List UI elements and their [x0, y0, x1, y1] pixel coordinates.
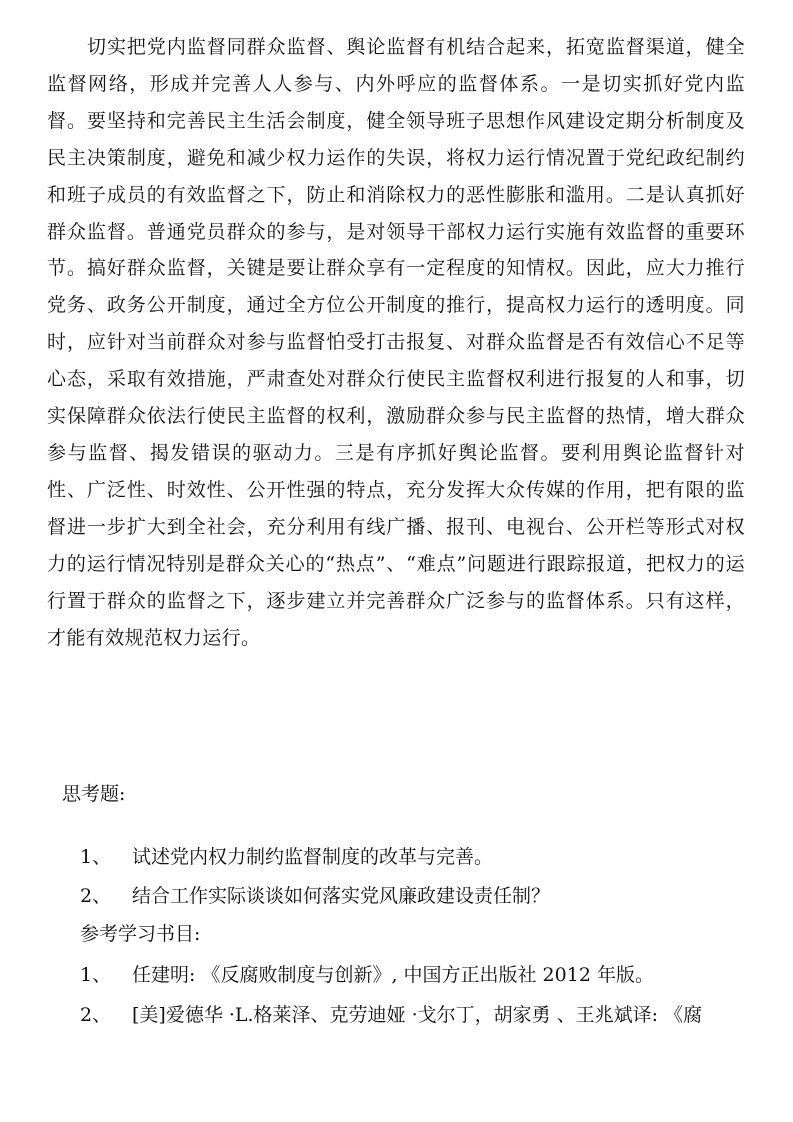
question-number: 2、: [80, 885, 112, 907]
reference-item-1: [80, 961, 654, 989]
question-item-1: [80, 843, 493, 871]
body-paragraph: 切实把党内监督同群众监督、舆论监督有机结合起来，拓宽监督渠道，健全监督网络，形成并完善人人参与、内外呼应的监督体系。一是切实抓好党内监督。要坚持和完善民主生活会制度，健全领导班子思想作风建设定期分析制度及民主决策制度，避免和减少权力运作的失误，将权力运行情况置于党纪政纪制约和班子成员的有效监督之下，防止和消除权力的恶性膨胀和滥用。二是认真抓好群众监督。普通党员群众的参与，是对领导干部权力运行实施有效监督的重要环节。搞好群众监督，关键是要让群众享有一定程度的知情权。因此，应大力推行党务、政务公开制度，通过全方位公开制度的推行，提高权力运行的透明度。同时，应针对当前群众对参与监督怕受打击报复、对群众监督是否有效信心不足等心态，采取有效措施，严肃查处对群众行使民主监督权利进行报复的人和事，切实保障群众依法行使民主监督的权利，激励群众参与民主监督的热情，增大群众参与监督、揭发错误的驱动力。三是有序抓好舆论监督。要利用舆论监督针对性、广泛性、时效性、公开性强的特点，充分发挥大众传媒的作用，把有限的监督进一步扩大到全社会，充分利用有线广播、报刊、电视台、公开栏等形式对权力的运行情况特别是群众关心的“热点”、“难点”问题进行跟踪报道，把权力的运行置于群众的监督之下，逐步建立并完善群众广泛参与的监督体系。只有这样，才能有效规范权力运行。: [47, 36, 745, 649]
reference-text: 任建明: 《反腐败制度与创新》, 中国方正出版社 2012 年版。: [132, 964, 654, 986]
question-text: 结合工作实际谈谈如何落实党风廉政建设责任制？: [132, 885, 551, 907]
question-number: 1、: [80, 846, 112, 868]
question-text: 试述党内权力制约监督制度的改革与完善。: [132, 846, 494, 868]
reference-number: 1、: [80, 964, 112, 986]
question-item-2: [80, 882, 550, 910]
references-heading: 参考学习书目:: [80, 923, 201, 945]
reference-item-2: [80, 1001, 702, 1029]
questions-heading: 思考题:: [62, 783, 126, 805]
reference-number: 2、: [80, 1004, 112, 1026]
reference-text: [美]爱德华 ·L.格莱泽、克劳迪娅 ·戈尔丁，胡家勇 、王兆斌译: 《腐: [132, 1004, 703, 1026]
